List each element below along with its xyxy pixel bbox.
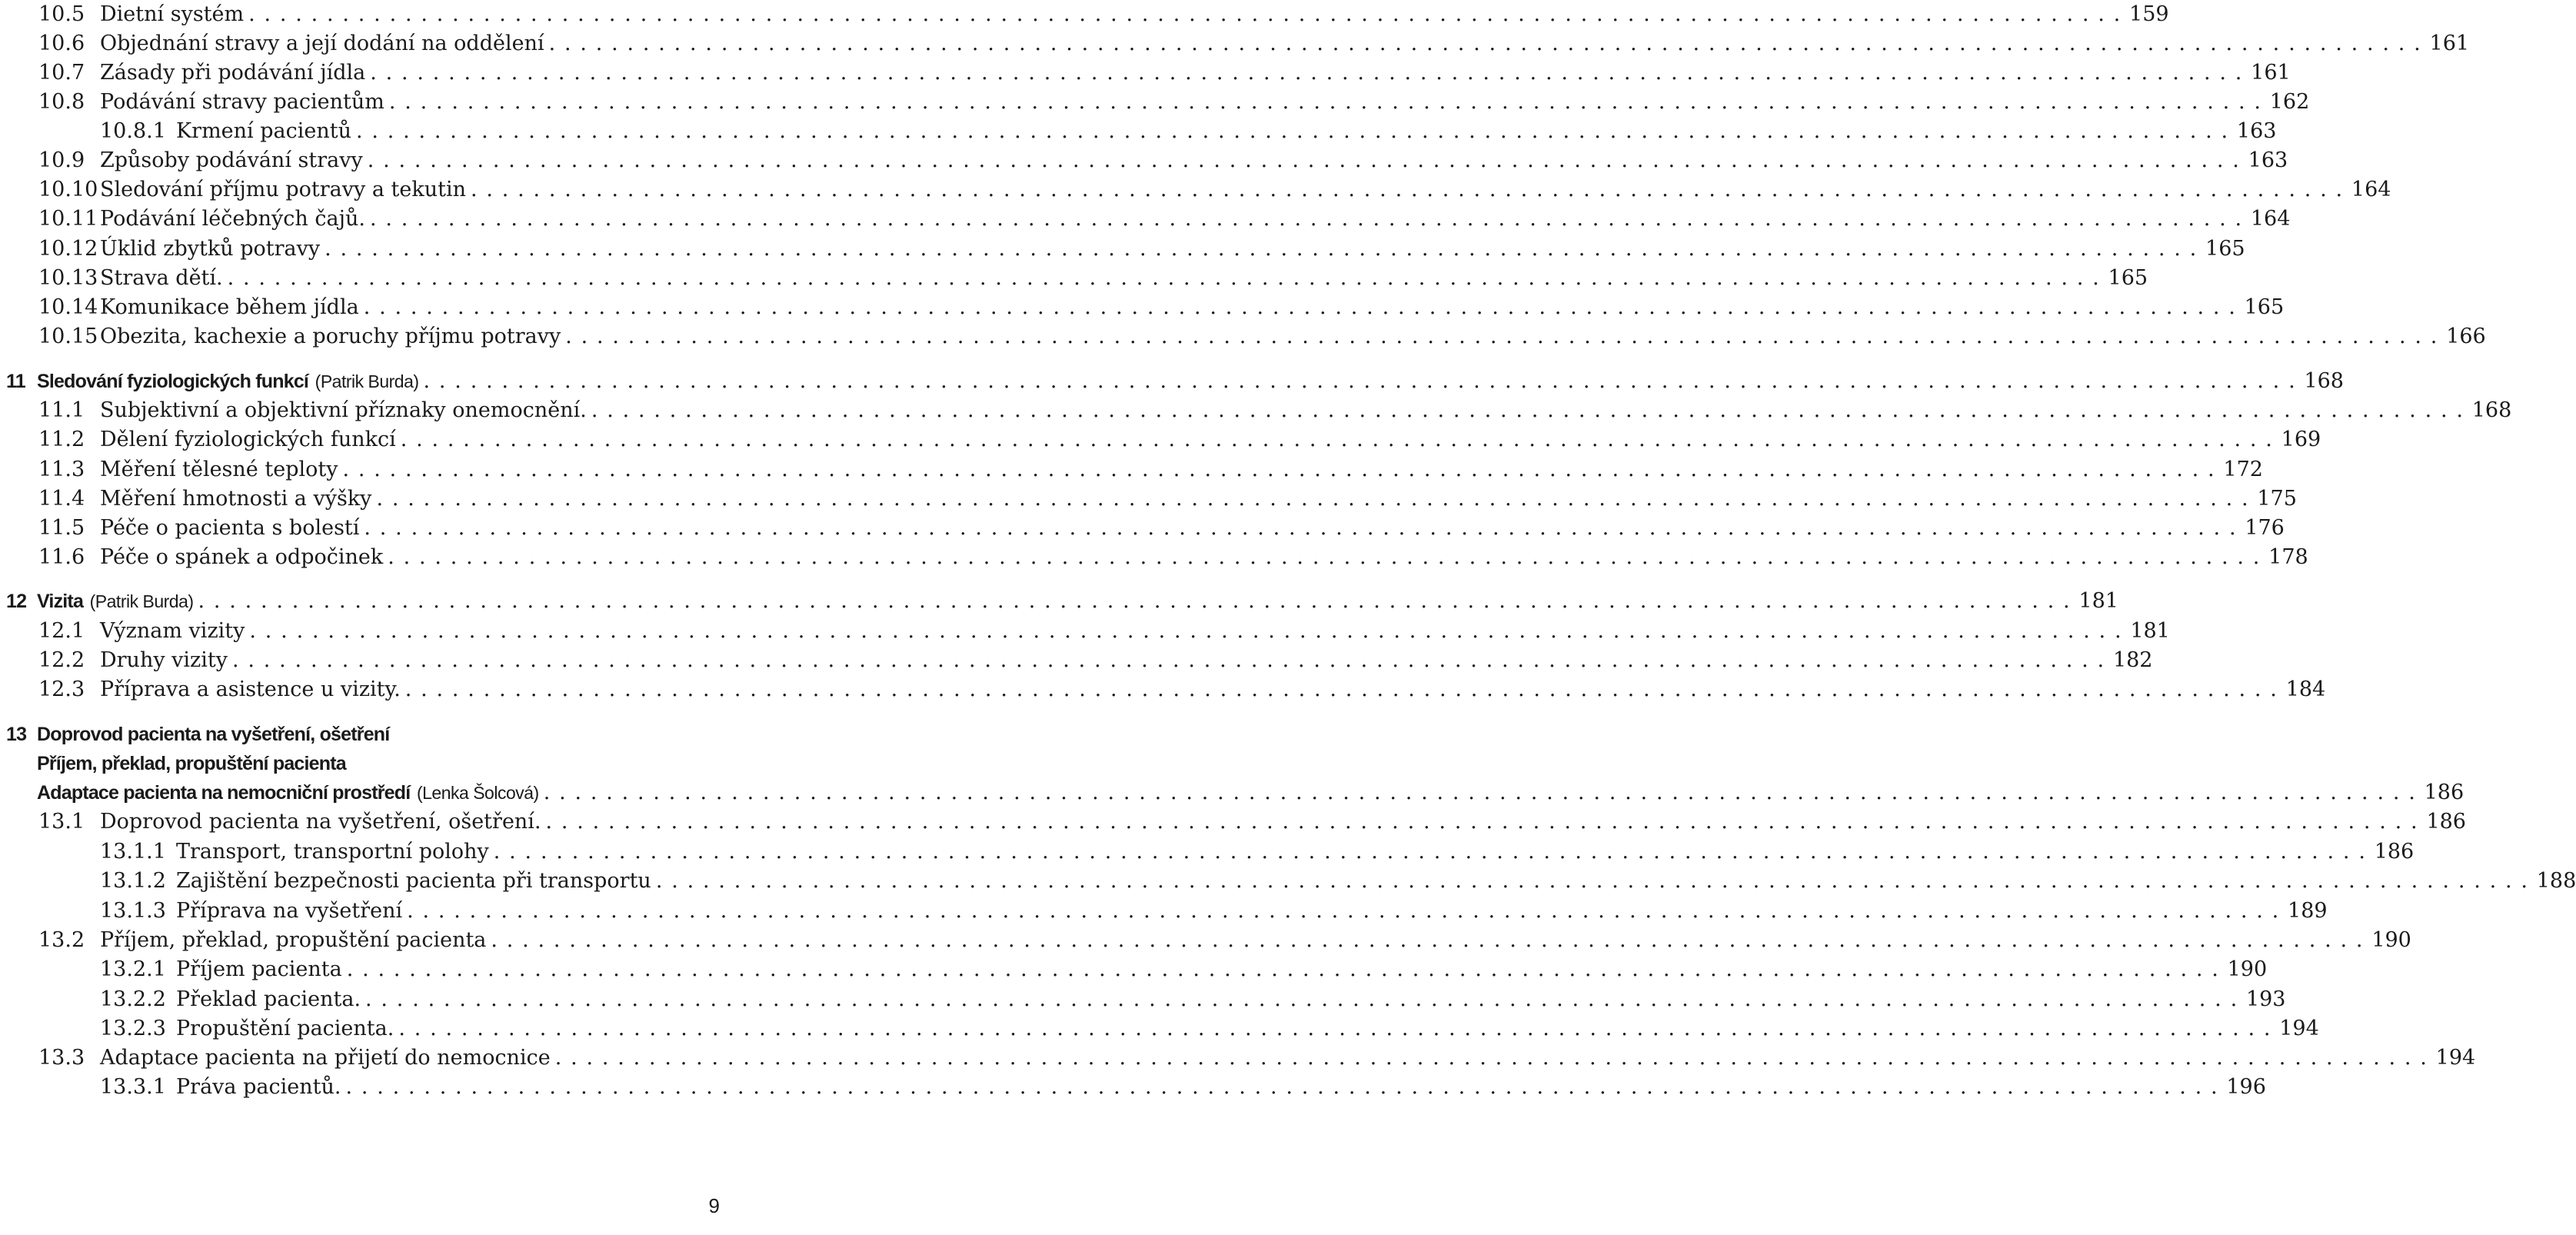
toc-entry-title [100, 926, 486, 955]
toc-dot-leader: ........................................................................................................................ [388, 545, 2269, 569]
toc-entry-title-text: Krmení pacientů [176, 119, 352, 143]
toc-entry-title [100, 293, 359, 322]
toc-entry-title-text: Transport, transportní polohy [176, 840, 489, 864]
toc-entry-author: (Patrik Burda) [315, 371, 419, 391]
toc-entry-number: 11.3 [38, 458, 85, 481]
toc-entry-number: 13.3 [38, 1046, 85, 1070]
toc-dot-leader: ........................................................................................................................ [248, 2, 2130, 26]
toc-entry-number: 13.1 [38, 810, 85, 834]
toc-entry-page: 186 [2374, 840, 2415, 864]
toc-dot-leader: ........................................................................................................................ [370, 61, 2252, 85]
toc-entry-title [176, 955, 342, 984]
toc-entry [0, 264, 2148, 293]
toc-dot-leader: ........................................................................................................................ [369, 207, 2251, 231]
toc-entry-page: 159 [2129, 2, 2169, 26]
toc-entry [0, 205, 2291, 234]
toc-entry-page: 189 [2288, 899, 2328, 923]
toc-entry-title [176, 985, 361, 1014]
toc-entry-page: 164 [2351, 178, 2391, 201]
toc-entry-title-text: Zajištění bezpečnosti pacienta při transportu [176, 869, 651, 893]
toc-entry [0, 646, 2153, 675]
toc-entry-title-text: Podávání stravy pacientům [100, 90, 384, 114]
toc-entry-number: 13.3.1 [100, 1075, 166, 1099]
toc-entry-title [100, 0, 244, 29]
toc-entry-title-text: Překlad pacienta. [176, 987, 361, 1011]
toc-entry-page: 194 [2279, 1017, 2319, 1040]
toc-entry-title [37, 751, 346, 775]
toc-entry-title [100, 455, 338, 484]
toc-dot-leader: ........................................................................................................................ [356, 119, 2237, 143]
toc-entry-title-text: Úklid zbytků potravy [100, 237, 321, 261]
toc-entry-title [100, 646, 228, 675]
toc-dot-leader: ........................................................................................................................ [249, 619, 2131, 643]
toc-entry-page: 163 [2248, 148, 2288, 172]
toc-entry-number: 10.8.1 [100, 119, 166, 143]
toc-dot-leader: ........................................................................................................................ [232, 648, 2113, 672]
toc-entry [0, 985, 2286, 1014]
toc-entry [0, 675, 2326, 704]
toc-dot-leader: ........................................................................................................................ [364, 516, 2245, 540]
toc-entry-page: 169 [2281, 428, 2321, 451]
toc-entry-title [100, 175, 466, 205]
toc-entry-number: 13.2 [38, 928, 85, 952]
toc-entry-title [100, 675, 401, 704]
toc-entry-page: 161 [2429, 32, 2470, 55]
toc-entry-number: 13.2.1 [100, 957, 166, 981]
toc-entry-number: 10.10 [38, 178, 98, 201]
toc-entry-title-text: Doprovod pacienta na vyšetření, ošetření. [100, 810, 541, 834]
toc-entry [0, 175, 2391, 205]
toc-entry-page: 178 [2268, 545, 2308, 569]
toc-entry-author: (Patrik Burda) [89, 591, 194, 611]
toc-entry-number: 13 [6, 724, 27, 745]
toc-entry-title [100, 88, 384, 117]
toc-entry-title [176, 837, 489, 867]
toc-entry-title [176, 897, 402, 926]
toc-entry-number: 11.1 [38, 398, 85, 422]
toc-dot-leader: ........................................................................................................................ [491, 928, 2372, 952]
toc-entry-page: 186 [2424, 781, 2465, 804]
toc-dot-leader: ........................................................................................................................ [198, 589, 2079, 613]
toc-entry-page: 172 [2223, 458, 2263, 481]
toc-entry-title-text: Práva pacientů. [176, 1075, 341, 1099]
toc-entry-number: 11.4 [38, 487, 85, 511]
page-number: 9 [708, 1194, 720, 1217]
toc-entry-page: 190 [2371, 928, 2411, 952]
toc-entry-number: 10.6 [38, 32, 85, 55]
toc-entry-title-text: Propuštění pacienta. [176, 1017, 394, 1040]
toc-entry-title-text: Příprava a asistence u vizity. [100, 677, 401, 701]
toc-dot-leader: ........................................................................................................................ [655, 869, 2537, 893]
toc-dot-leader: ........................................................................................................................ [367, 148, 2248, 172]
toc-entry-number: 10.14 [38, 295, 98, 319]
toc-entry-title-text: Měření tělesné teploty [100, 458, 338, 481]
toc-dot-leader: ........................................................................................................................ [493, 840, 2375, 864]
toc-entry [0, 484, 2297, 514]
toc-entry-page: 196 [2226, 1075, 2266, 1099]
toc-dot-leader: ........................................................................................................................ [543, 781, 2425, 804]
toc-entry-page: 193 [2245, 987, 2286, 1011]
toc-entry-page: 190 [2227, 957, 2268, 981]
toc-entry-title [176, 1014, 394, 1044]
toc-entry-number: 11.2 [38, 428, 85, 451]
toc-entry-title [37, 587, 194, 616]
toc-entry-number: 12 [6, 591, 27, 612]
toc-entry-title [176, 867, 651, 896]
toc-dot-leader: ........................................................................................................................ [423, 369, 2305, 393]
toc-entry-title [37, 720, 389, 749]
toc-entry-number: 13.1.3 [100, 899, 166, 923]
toc-entry-page: 168 [2471, 398, 2512, 422]
toc-entry-page: 165 [2244, 295, 2285, 319]
toc-dot-leader: ........................................................................................................................ [471, 178, 2351, 201]
toc-entry-title-text: Adaptace pacienta na přijetí do nemocnice [100, 1046, 551, 1070]
toc-chapter-entry [0, 720, 720, 749]
toc-entry [0, 29, 2470, 58]
toc-entry-title-text: Sledování fyziologických funkcí [37, 371, 309, 392]
toc-entry [0, 293, 2285, 322]
toc-dot-leader: ........................................................................................................................ [591, 398, 2472, 422]
toc-entry-title [100, 264, 223, 293]
toc-dot-leader: ........................................................................................................................ [554, 1046, 2436, 1070]
toc-entry-number: 10.12 [38, 237, 98, 261]
toc-entry [0, 926, 2411, 955]
toc-entry-page: 162 [2269, 90, 2310, 114]
toc-chapter-entry [0, 587, 2118, 616]
toc-dot-leader: ........................................................................................................................ [545, 810, 2427, 834]
toc-entry-title-text: Měření hmotnosti a výšky [100, 487, 372, 511]
toc-entry-page: 181 [2078, 589, 2118, 613]
toc-chapter-entry [0, 367, 2344, 396]
toc-entry [0, 837, 2415, 867]
toc-entry-page: 175 [2257, 487, 2297, 511]
toc-entry-page: 165 [2205, 237, 2245, 261]
toc-entry-title [100, 617, 245, 646]
toc-entry-title-text: Zásady při podávání jídla [100, 61, 366, 85]
toc-entry-title-text: Význam vizity [100, 619, 245, 643]
toc-entry [0, 1044, 2476, 1073]
toc-entry-title [37, 781, 539, 804]
toc-entry-title [176, 1073, 341, 1102]
toc-entry-number: 12.3 [38, 677, 85, 701]
toc-entry-author: (Lenka Šolcová) [416, 783, 539, 803]
toc-entry-title-text: Komunikace během jídla [100, 295, 359, 319]
toc-entry [0, 867, 2576, 896]
toc-entry-title-text: Doprovod pacienta na vyšetření, ošetření [37, 724, 390, 745]
toc-entry-title-text: Subjektivní a objektivní příznaky onemocnění. [100, 398, 587, 422]
toc-entry-title-text: Objednání stravy a její dodání na oddělení [100, 32, 544, 55]
toc-entry [0, 117, 2277, 146]
toc-dot-leader: ........................................................................................................................ [407, 899, 2288, 923]
toc-dot-leader: ........................................................................................................................ [345, 1075, 2227, 1099]
toc-entry-title-text: Příprava na vyšetření [176, 899, 403, 923]
toc-dot-leader: ........................................................................................................................ [548, 32, 2430, 55]
toc-entry [0, 617, 2170, 646]
toc-dot-leader: ........................................................................................................................ [227, 266, 2108, 290]
toc-entry-number: 11 [6, 371, 25, 392]
toc-entry [0, 955, 2268, 984]
toc-entry-title [100, 146, 363, 175]
toc-entry [0, 88, 2310, 117]
toc-dot-leader: ........................................................................................................................ [342, 458, 2224, 481]
toc-entry [0, 322, 2486, 351]
toc-entry-title-text: Sledování příjmu potravy a tekutin [100, 178, 466, 201]
toc-entry-page: 168 [2304, 369, 2344, 393]
toc-entry-title [100, 425, 396, 454]
toc-entry [0, 396, 2512, 425]
toc-entry-title-text: Adaptace pacienta na nemocniční prostředí [37, 782, 411, 804]
toc-entry [0, 543, 2308, 572]
toc-entry-title [100, 29, 544, 58]
toc-entry-number: 13.2.3 [100, 1017, 166, 1040]
toc-entry [0, 425, 2321, 454]
toc-entry-page: 176 [2245, 516, 2285, 540]
toc-entry-title [100, 396, 587, 425]
toc-entry-title-text: Podávání léčebných čajů. [100, 207, 365, 231]
toc-entry-title-text: Vizita [37, 591, 84, 612]
toc-entry-title [100, 1044, 551, 1073]
toc-entry [0, 235, 2245, 264]
toc-entry-title [100, 205, 365, 234]
toc-dot-leader: ........................................................................................................................ [398, 1017, 2280, 1040]
toc-entry-title [100, 322, 561, 351]
toc-entry-title-text: Strava dětí. [100, 266, 223, 290]
toc-chapter-entry [0, 749, 720, 778]
toc-dot-leader: ........................................................................................................................ [404, 677, 2286, 701]
toc-entry-page: 186 [2426, 810, 2466, 834]
toc-entry-number: 10.11 [38, 207, 98, 231]
toc-entry-page: 184 [2285, 677, 2326, 701]
toc-entry-number: 10.15 [38, 325, 98, 348]
toc-entry-page: 194 [2435, 1046, 2476, 1070]
toc-entry-page: 188 [2536, 869, 2576, 893]
toc-entry [0, 455, 2263, 484]
toc-entry-number: 13.1.1 [100, 840, 166, 864]
toc-entry-page: 166 [2446, 325, 2486, 348]
toc-entry-title [100, 58, 365, 88]
toc-entry-number: 10.8 [38, 90, 85, 114]
toc-entry [0, 146, 2288, 175]
toc-entry-title-text: Obezita, kachexie a poruchy příjmu potravy [100, 325, 561, 348]
toc-entry-number: 10.5 [38, 2, 85, 26]
toc-entry-number: 11.5 [38, 516, 85, 540]
toc-chapter-entry [0, 778, 2465, 807]
toc-dot-leader: ........................................................................................................................ [388, 90, 2270, 114]
toc-entry-title-text: Způsoby podávání stravy [100, 148, 363, 172]
toc-dot-leader: ........................................................................................................................ [365, 987, 2246, 1011]
toc-dot-leader: ........................................................................................................................ [346, 957, 2228, 981]
toc-entry-page: 164 [2250, 207, 2291, 231]
toc-entry-title [100, 484, 371, 514]
toc-entry-title [100, 235, 320, 264]
toc-dot-leader: ........................................................................................................................ [400, 428, 2281, 451]
toc-entry-title-text: Dietní systém [100, 2, 245, 26]
toc-entry [0, 897, 2328, 926]
toc-entry [0, 1014, 2319, 1044]
toc-entry-title-text: Příjem pacienta [176, 957, 342, 981]
toc-entry-title [176, 117, 351, 146]
toc-entry-title-text: Příjem, překlad, propuštění pacienta [100, 928, 487, 952]
toc-entry-number: 12.2 [38, 648, 85, 672]
toc-entry-title-text: Péče o pacienta s bolestí [100, 516, 360, 540]
toc-entry-title [100, 514, 359, 543]
toc-dot-leader: ........................................................................................................................ [565, 325, 2447, 348]
toc-entry-title [100, 543, 383, 572]
toc-entry [0, 514, 2285, 543]
toc-entry-title [37, 367, 419, 396]
toc-entry [0, 1073, 2266, 1102]
toc-entry-page: 161 [2251, 61, 2291, 85]
toc-entry-title [100, 807, 541, 837]
toc-dot-leader: ........................................................................................................................ [324, 237, 2206, 261]
toc-entry-number: 13.2.2 [100, 987, 166, 1011]
toc-dot-leader: ........................................................................................................................ [376, 487, 2258, 511]
toc-entry-page: 163 [2236, 119, 2277, 143]
toc-entry-number: 10.7 [38, 61, 85, 85]
toc-entry [0, 58, 2291, 88]
toc-entry-title-text: Péče o spánek a odpočinek [100, 545, 384, 569]
toc-entry-number: 10.9 [38, 148, 85, 172]
toc-entry-title-text: Druhy vizity [100, 648, 228, 672]
toc-entry-page: 181 [2130, 619, 2170, 643]
toc-entry [0, 807, 2466, 837]
toc-entry-number: 13.1.2 [100, 869, 166, 893]
toc-entry-page: 165 [2108, 266, 2148, 290]
toc-entry-number: 10.13 [38, 266, 98, 290]
toc-entry-number: 12.1 [38, 619, 85, 643]
toc-entry [0, 0, 2169, 29]
toc-entry-title-text: Příjem, překlad, propuštění pacienta [37, 753, 346, 774]
toc-entry-title-text: Dělení fyziologických funkcí [100, 428, 396, 451]
toc-entry-page: 182 [2112, 648, 2153, 672]
toc-entry-number: 11.6 [38, 545, 85, 569]
toc-dot-leader: ........................................................................................................................ [363, 295, 2245, 319]
